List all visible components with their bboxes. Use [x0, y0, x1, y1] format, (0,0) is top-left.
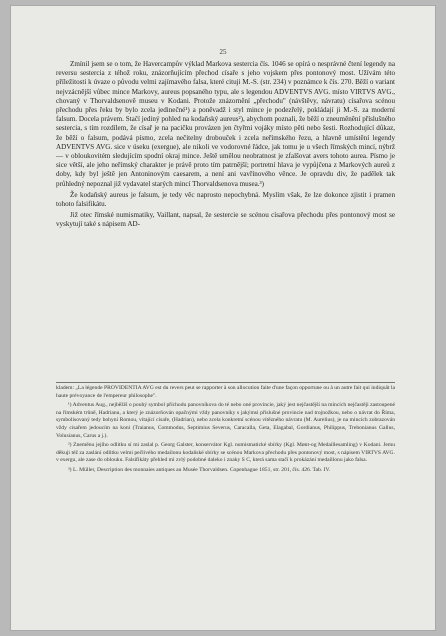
paragraph: Že kodaňský aureus je falsum, je tedy věc naprosto nepochybná. Myslím však, že lze dokonce zjistit i pramen tohoto falsifikátu. [56, 190, 395, 209]
paragraph: Zmínil jsem se o tom, že Havercampův výklad Markova sestercia čís. 1046 se opírá o nesprávné čtení legendy na reversu sestercia z téhož roku, znázorňujícím přechod císaře s jeho vojskem přes pontonový most. Užívám této příležitosti k úvaze o původu velmi zajímavého falsa, které cituji M.-S. (str. 234) v poznámce k čís. 270. Běží o variant nejvzácnější vůbec mince Markovy, aureus popsaného typu, ale s legendou ADVENTVS AVG. místo VIRTVS AVG., chovaný v Thorvaldsenově museu v Kodani. Protože znázornění „přechodu" (návštěvy, návratu) císařova scénou přechodu přes řeku by bylo zcela jedinečné¹) a poněvadž i styl mince je podezřelý, pokládají ji M.-S. za moderní falsum. Docela právem. Stačí jediný pohled na kodaňský aureus²), abychom poznali, že běží o zneuměnění příslušného sestercia, s tím rozdílem, že císař je na pacičku provázen jen čtyřmi vojáky místo pěti nebo šesti. Rozhodující důkaz, že běží o falsum, podává písmo, zcela nečitelny drobouček i zcela neřímského řezu, a hlavně umístění legendy ADVENTVS AVG. sice v úseku (exergue), ale nikoli ve vodorovné řádce, jak tomu je u všech římských mincí, nýbrž — v obloukovitém sledujícím spodní okraj mince. Ještě umělou neobratnost je zfalšovat avers tohoto aurea. Písmo je sice větší, ale jeho neřímský charakter je právě proto tím patrnější; portretní hlava je vypůjčena z Markových aureů z doby, kdy byl ještě jen Antoninovým caesarem, a není ani vavřínového věnce. Je opravdu div, že padělek tak průhledný nepoznal již vydavatel starých mincí Thorvaldsenova musea.³) [56, 60, 395, 188]
page-number: 25 [219, 48, 227, 56]
footnote: ²) Zneměnu jejího odlitku sí mi zaslal p. Georg Galster, konservátor Kgl. numismatické sbírky (Kgl. Mønt-og Medaillesamling) v Kodani. Jemu děkuji též za zaslání odlitku velmi pečlivého medailonu kodaňské sbírky se scénou Markova přechodu přes pontonový most, s nápisem VIRTVS AVG. v exergu, ale zase do oblouku. Falsifikáty přehled mi zvlý podobné daleko i znaky S C, která sama stačí k prokázání medaillonu jako falsa. [56, 442, 395, 464]
footnote: ¹) Adventus Aug., nejběžíš o pouhý symbol příchodu panovníkova do té nebo oné provincie, jaký jest nejčastější na mincích nejčastěji zastoupené na římském trůně, Hadrianu, a který je znázorňován opačnými vždy panovníky s jakýmsi příslušné provincie nad trojnožkou, nebo o návrat do Říma, symbolisovaný tedy bohyní Romou, vítající císaře, (Hadrian), nebo zcela konkretní scénou vítězného návratu (M. Aurelius), je na mincích zobrazován vždy císařem jedoucím na koni (Traianus, Commodus, Septimius Severus, Caracalla, Geta, Elagabal, Gordianus, Philippus, Trebonianus Gallus, Volusianus, Carus a j.). [56, 402, 395, 439]
main-text [56, 60, 395, 230]
footnotes [56, 385, 395, 477]
footnote-divider [56, 382, 395, 383]
paragraph: Již otec římské numismatiky, Vaillant, napsal, že sestercie se scénou císařova přechodu přes pontonový most se vyskytují také s nápisem AD- [56, 211, 395, 229]
document-page [10, 5, 436, 631]
footnote: kladem: „La légende PROVIDENTIA AVG est du revers peut se rapporter à son allocution faite d'une façon opportune ou à un autre fait qui indiquât la haute prévoyance de l'empereur philosophe". [56, 385, 395, 399]
footnote: ³) L. Müller, Description des monnaies antiques au Musée Thorvaldsen. Copenhague 1851, str. 201, čís. 426. Tab. IV. [68, 466, 331, 473]
